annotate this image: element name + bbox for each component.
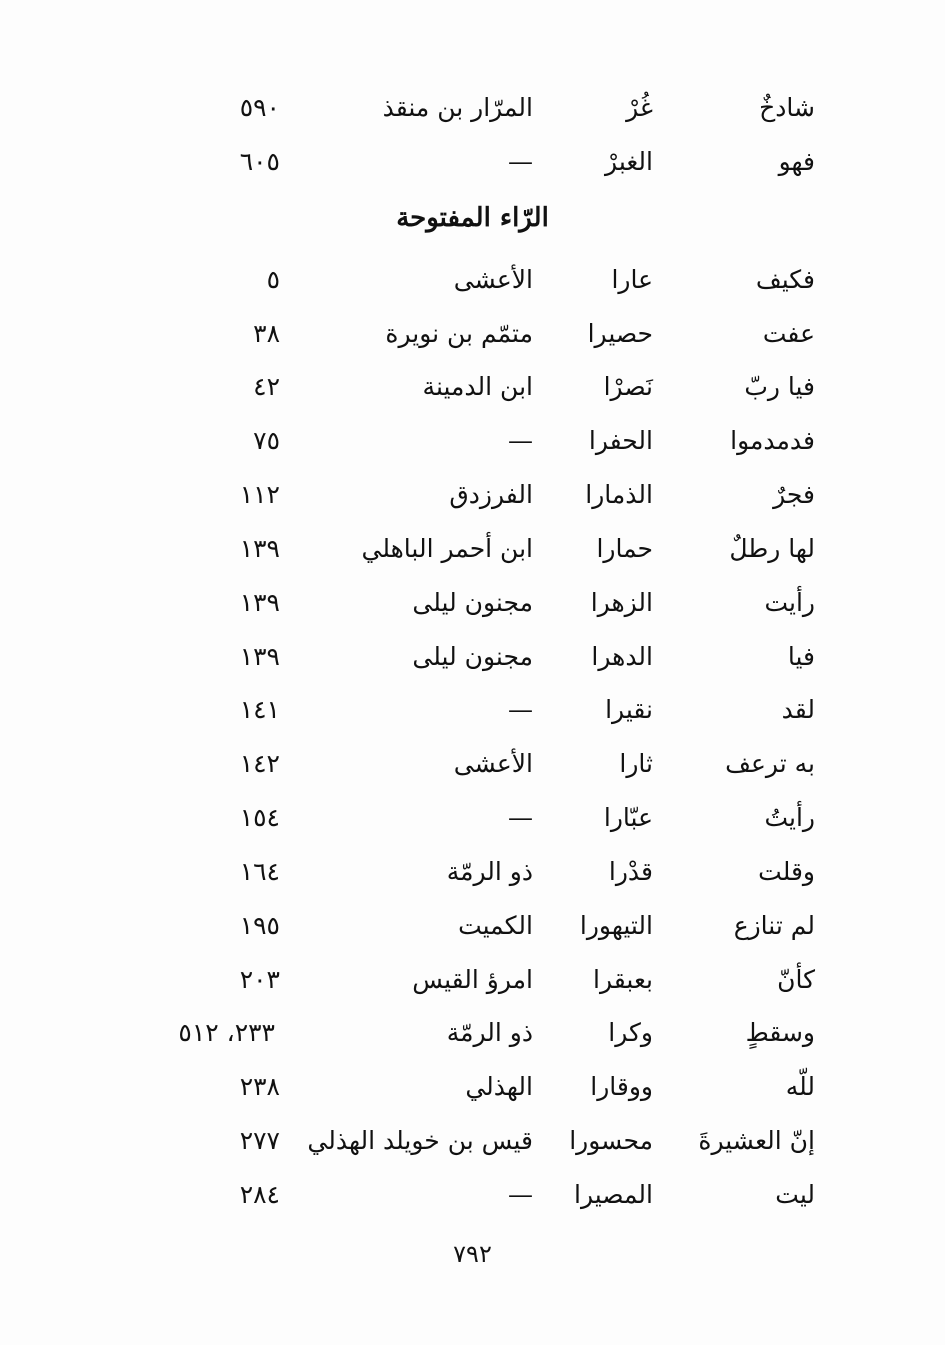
poet-name: ذو الرمّة xyxy=(446,857,533,886)
poet-name: — xyxy=(508,695,533,724)
poet-name: مجنون ليلى xyxy=(412,588,533,617)
opening-word: للّه xyxy=(785,1072,815,1101)
rhyme-word: نقيرا xyxy=(605,695,653,724)
page-reference: ٧٥ xyxy=(253,426,280,455)
page-reference: ١٦٤ xyxy=(239,857,280,886)
index-row xyxy=(0,690,945,730)
rhyme-word: الزهرا xyxy=(590,588,653,617)
rhyme-word: قدْرا xyxy=(608,857,653,886)
page-reference: ١٤١ xyxy=(239,695,280,724)
poet-name: ابن أحمر الباهلي xyxy=(361,534,533,563)
poet-name: الهذلي xyxy=(465,1072,533,1101)
opening-word: وسقطٍ xyxy=(745,1018,815,1047)
index-row xyxy=(0,1121,945,1161)
opening-word: لها رطلٌ xyxy=(729,534,815,563)
rhyme-word: نَصرْا xyxy=(603,372,653,401)
rhyme-word: الدهرا xyxy=(591,642,653,671)
rhyme-word: المصيرا xyxy=(574,1180,653,1209)
opening-word: إنّ العشيرةَ xyxy=(698,1126,815,1155)
index-row xyxy=(0,88,945,128)
opening-word: ليت xyxy=(775,1180,815,1209)
poet-name: ابن الدمينة xyxy=(422,372,533,401)
rhyme-word: بعبقرا xyxy=(593,965,653,994)
opening-word: رأيتُ xyxy=(764,803,815,832)
poet-name: قيس بن خويلد الهذلي xyxy=(307,1126,533,1155)
opening-word: عفت xyxy=(762,319,815,348)
page-reference: ٥ xyxy=(266,265,280,294)
poet-name: — xyxy=(508,1180,533,1209)
opening-word: فدمدموا xyxy=(730,426,815,455)
rhyme-word: ووقارا xyxy=(590,1072,653,1101)
index-row xyxy=(0,260,945,300)
page-reference: ١٩٥ xyxy=(239,911,280,940)
page-reference: ٢٠٣ xyxy=(239,965,280,994)
page-reference: ٣٨ xyxy=(253,319,280,348)
opening-word: فيا ربّ xyxy=(744,372,815,401)
index-row xyxy=(0,1013,945,1053)
index-row xyxy=(0,475,945,515)
poet-name: الأعشى xyxy=(453,749,533,778)
page-reference: ٢٧٧ xyxy=(239,1126,280,1155)
rhyme-word: حمارا xyxy=(596,534,653,563)
opening-word: فيا xyxy=(787,642,815,671)
rhyme-word: حصيرا xyxy=(587,319,653,348)
page-reference: ١٣٩ xyxy=(239,588,280,617)
poet-name: المرّار بن منقذ xyxy=(382,93,533,122)
rhyme-word: التيهورا xyxy=(579,911,653,940)
rhyme-word: ثارا xyxy=(619,749,653,778)
page-reference: ١٣٩ xyxy=(239,534,280,563)
opening-word: شادخٌ xyxy=(759,93,815,122)
index-row xyxy=(0,314,945,354)
rhyme-word: الذمارا xyxy=(585,480,653,509)
poet-name: الفرزدق xyxy=(449,480,533,509)
rhyme-word: محسورا xyxy=(569,1126,653,1155)
poet-name: الأعشى xyxy=(453,265,533,294)
index-row xyxy=(0,744,945,784)
rhyme-word: الغبرْ xyxy=(605,147,653,176)
opening-word: به ترعف xyxy=(725,749,815,778)
rhyme-word: عبّارا xyxy=(603,803,653,832)
opening-word: فجرٌ xyxy=(773,480,815,509)
page-reference: ٢٣٨ xyxy=(239,1072,280,1101)
poet-name: ذو الرمّة xyxy=(446,1018,533,1047)
index-row xyxy=(0,1067,945,1107)
section-heading: الرّاء المفتوحة xyxy=(396,203,549,233)
page-reference: ١١٢ xyxy=(239,480,280,509)
poet-name: — xyxy=(508,426,533,455)
opening-word: وقلت xyxy=(758,857,815,886)
page-reference: ١٤٢ xyxy=(239,749,280,778)
index-row xyxy=(0,583,945,623)
opening-word: رأيت xyxy=(764,588,815,617)
page-reference: ١٣٩ xyxy=(239,642,280,671)
index-row xyxy=(0,852,945,892)
poet-name: متمّم بن نويرة xyxy=(385,319,533,348)
opening-word: كأنّ xyxy=(777,965,815,994)
poet-name: — xyxy=(508,147,533,176)
rhyme-word: غُرْ xyxy=(626,93,653,122)
poet-name: — xyxy=(508,803,533,832)
opening-word: فكيف xyxy=(755,265,815,294)
page-reference: ١٥٤ xyxy=(239,803,280,832)
rhyme-word: الحفرا xyxy=(588,426,653,455)
index-row xyxy=(0,142,945,182)
poet-name: امرؤ القيس xyxy=(412,965,533,994)
page-reference: ٢٣٣، ٥١٢ xyxy=(178,1018,275,1047)
opening-word: لقد xyxy=(781,695,815,724)
index-row xyxy=(0,1175,945,1215)
opening-word: لم تنازع xyxy=(733,911,815,940)
index-row xyxy=(0,367,945,407)
rhyme-word: عارا xyxy=(611,265,653,294)
page-reference: ٢٨٤ xyxy=(239,1180,280,1209)
poet-name: الكميت xyxy=(458,911,533,940)
index-row xyxy=(0,421,945,461)
page-reference: ٥٩٠ xyxy=(239,93,280,122)
index-row xyxy=(0,637,945,677)
index-row xyxy=(0,529,945,569)
opening-word: فهو xyxy=(778,147,815,176)
poet-name: مجنون ليلى xyxy=(412,642,533,671)
rhyme-word: وكرا xyxy=(608,1018,653,1047)
index-row xyxy=(0,960,945,1000)
page-number: ٧٩٢ xyxy=(453,1240,492,1268)
index-row xyxy=(0,798,945,838)
page-reference: ٤٢ xyxy=(253,372,280,401)
index-row xyxy=(0,906,945,946)
page-reference: ٦٠٥ xyxy=(239,147,280,176)
